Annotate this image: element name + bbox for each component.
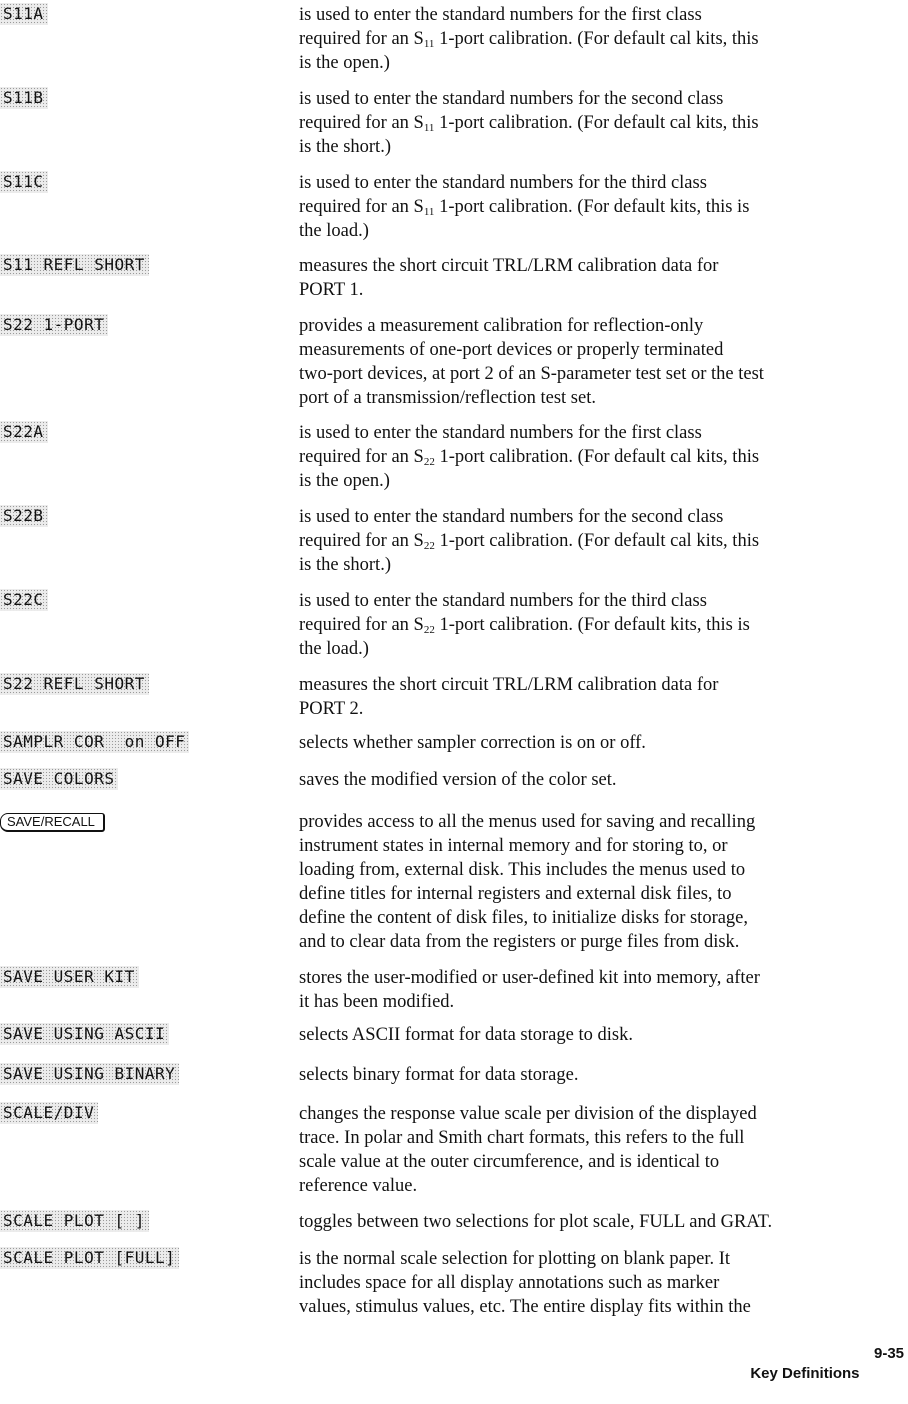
definition-line [299, 731, 908, 755]
definition-line [299, 1102, 908, 1126]
subscript: 22 [423, 624, 435, 636]
text-run: is used to enter the standard numbers for the third class [299, 173, 707, 193]
text-run: provides access to all the menus used for saving and recalling [299, 812, 756, 832]
definition-line [299, 195, 908, 219]
definition-text [299, 505, 908, 577]
definition-line [299, 1210, 908, 1234]
subscript: 22 [423, 540, 435, 552]
softkey-label: SCALE/DIV [0, 1102, 98, 1124]
definition-line [299, 505, 908, 529]
definition-line [299, 1174, 908, 1198]
softkey-label: SCALE PLOT [ ] [0, 1210, 149, 1232]
text-run: port of a transmission/reflection test set. [299, 388, 596, 408]
definition-line [299, 3, 908, 27]
softkey-label: SAMPLR COR on OFF [0, 731, 189, 753]
softkey-label: S22C [0, 589, 48, 611]
definition-line [299, 834, 908, 858]
definition-line [299, 338, 908, 362]
text-run: required for an S [299, 113, 424, 133]
definition-text [299, 421, 908, 493]
definition-line [299, 858, 908, 882]
text-run: is used to enter the standard numbers for the second class [299, 89, 724, 109]
text-run: is the open.) [299, 53, 390, 73]
text-run: two-port devices, at port 2 of an S-parameter test set or the test [299, 364, 764, 384]
definition-line [299, 135, 908, 159]
text-run: trace. In polar and Smith chart formats, this refers to the full [299, 1128, 745, 1148]
definition-line [299, 529, 908, 553]
definition-line [299, 1295, 908, 1319]
definition-line [299, 1063, 908, 1087]
definition-line [299, 254, 908, 278]
text-run: 1-port calibration. (For default cal kits, this [434, 447, 760, 467]
softkey-label: S22 REFL SHORT [0, 673, 149, 695]
softkey-label: SCALE PLOT [FULL] [0, 1247, 179, 1269]
softkey-label: SAVE COLORS [0, 768, 118, 790]
text-run: loading from, external disk. This includes the menus used to [299, 860, 746, 880]
definition-line [299, 87, 908, 111]
text-run: is used to enter the standard numbers for the first class [299, 5, 702, 25]
text-run: 1-port calibration. (For default kits, this is [434, 197, 750, 217]
definition-text [299, 768, 908, 792]
definition-line [299, 697, 908, 721]
definition-line [299, 637, 908, 661]
definition-text [299, 1210, 908, 1234]
text-run: PORT 2. [299, 699, 364, 719]
definition-text [299, 589, 908, 661]
softkey-label: S11 REFL SHORT [0, 254, 149, 276]
text-run: is the short.) [299, 555, 391, 575]
definition-line [299, 553, 908, 577]
definition-line [299, 673, 908, 697]
text-run: the load.) [299, 639, 369, 659]
definition-line [299, 810, 908, 834]
definition-text [299, 673, 908, 721]
definition-line [299, 421, 908, 445]
definition-line [299, 171, 908, 195]
definition-line [299, 1126, 908, 1150]
softkey-label: S22B [0, 505, 48, 527]
text-run: required for an S [299, 615, 424, 635]
definition-line [299, 51, 908, 75]
definition-line [299, 990, 908, 1014]
text-run: selects binary format for data storage. [299, 1065, 579, 1085]
definition-line [299, 219, 908, 243]
definition-text [299, 1102, 908, 1198]
definition-line [299, 1023, 908, 1047]
softkey-label: SAVE USING ASCII [0, 1023, 169, 1045]
softkey-label: S11A [0, 3, 48, 25]
definition-line [299, 386, 908, 410]
text-run: measurements of one-port devices or properly terminated [299, 340, 724, 360]
definition-line [299, 314, 908, 338]
definition-line [299, 966, 908, 990]
text-run: selects ASCII format for data storage to disk. [299, 1025, 633, 1045]
text-run: values, stimulus values, etc. The entire display fits within the [299, 1297, 751, 1317]
softkey-label: S11C [0, 171, 48, 193]
text-run: is used to enter the standard numbers for the second class [299, 507, 724, 527]
definition-text [299, 1247, 908, 1319]
text-run: saves the modified version of the color set. [299, 770, 617, 790]
hardkey-label: SAVE/RECALL [0, 813, 105, 832]
definition-text [299, 810, 908, 954]
footer-section-title: Key Definitions [750, 1365, 860, 1382]
softkey-label: SAVE USING BINARY [0, 1063, 179, 1085]
definition-line [299, 1150, 908, 1174]
text-run: toggles between two selections for plot scale, FULL and GRAT. [299, 1212, 773, 1232]
text-run: provides a measurement calibration for reflection-only [299, 316, 704, 336]
subscript: 11 [423, 206, 435, 218]
definition-line [299, 613, 908, 637]
text-run: stores the user-modified or user-defined kit into memory, after [299, 968, 760, 988]
definition-line [299, 27, 908, 51]
softkey-label: S11B [0, 87, 48, 109]
softkey-label: S22A [0, 421, 48, 443]
definition-line [299, 362, 908, 386]
subscript: 22 [423, 456, 435, 468]
definition-text [299, 966, 908, 1014]
text-run: define titles for internal registers and external disk files, to [299, 884, 732, 904]
definition-text [299, 254, 908, 302]
definition-text [299, 87, 908, 159]
definition-line [299, 589, 908, 613]
text-run: 1-port calibration. (For default cal kits, this [434, 29, 759, 49]
text-run: is used to enter the standard numbers for the third class [299, 591, 707, 611]
text-run: define the content of disk files, to initialize disks for storage, [299, 908, 749, 928]
definition-text [299, 171, 908, 243]
subscript: 11 [423, 38, 435, 50]
text-run: 1-port calibration. (For default cal kits, this [434, 531, 760, 551]
text-run: is the short.) [299, 137, 391, 157]
definition-line [299, 1271, 908, 1295]
text-run: scale value at the outer circumference, and is identical to [299, 1152, 720, 1172]
text-run: measures the short circuit TRL/LRM calibration data for [299, 675, 719, 695]
text-run: changes the response value scale per division of the displayed [299, 1104, 757, 1124]
definition-text [299, 731, 908, 755]
definition-text [299, 1023, 908, 1047]
text-run: required for an S [299, 197, 424, 217]
definition-line [299, 111, 908, 135]
text-run: includes space for all display annotations such as marker [299, 1273, 720, 1293]
text-run: is used to enter the standard numbers for the first class [299, 423, 702, 443]
definition-line [299, 768, 908, 792]
definition-line [299, 278, 908, 302]
text-run: required for an S [299, 447, 424, 467]
definition-line [299, 906, 908, 930]
text-run: required for an S [299, 531, 424, 551]
text-run: is the open.) [299, 471, 390, 491]
text-run: and to clear data from the registers or purge files from disk. [299, 932, 740, 952]
subscript: 11 [423, 122, 435, 134]
softkey-label: S22 1-PORT [0, 314, 108, 336]
text-run: measures the short circuit TRL/LRM calibration data for [299, 256, 719, 276]
definition-line [299, 1247, 908, 1271]
text-run: 1-port calibration. (For default cal kits, this [434, 113, 759, 133]
definition-text [299, 3, 908, 75]
text-run: PORT 1. [299, 280, 364, 300]
definition-line [299, 930, 908, 954]
definition-line [299, 882, 908, 906]
text-run: 1-port calibration. (For default kits, this is [434, 615, 750, 635]
page-footer [742, 1344, 908, 1404]
text-run: instrument states in internal memory and for storing to, or [299, 836, 728, 856]
footer-page-number: 9-35 [874, 1345, 905, 1362]
definition-text [299, 1063, 908, 1087]
text-run: required for an S [299, 29, 424, 49]
text-run: it has been modified. [299, 992, 455, 1012]
text-run: reference value. [299, 1176, 418, 1196]
text-run: is the normal scale selection for plotting on blank paper. It [299, 1249, 731, 1269]
text-run: selects whether sampler correction is on or off. [299, 733, 646, 753]
definition-line [299, 445, 908, 469]
definition-line [299, 469, 908, 493]
text-run: the load.) [299, 221, 369, 241]
softkey-label: SAVE USER KIT [0, 966, 139, 988]
definition-text [299, 314, 908, 410]
